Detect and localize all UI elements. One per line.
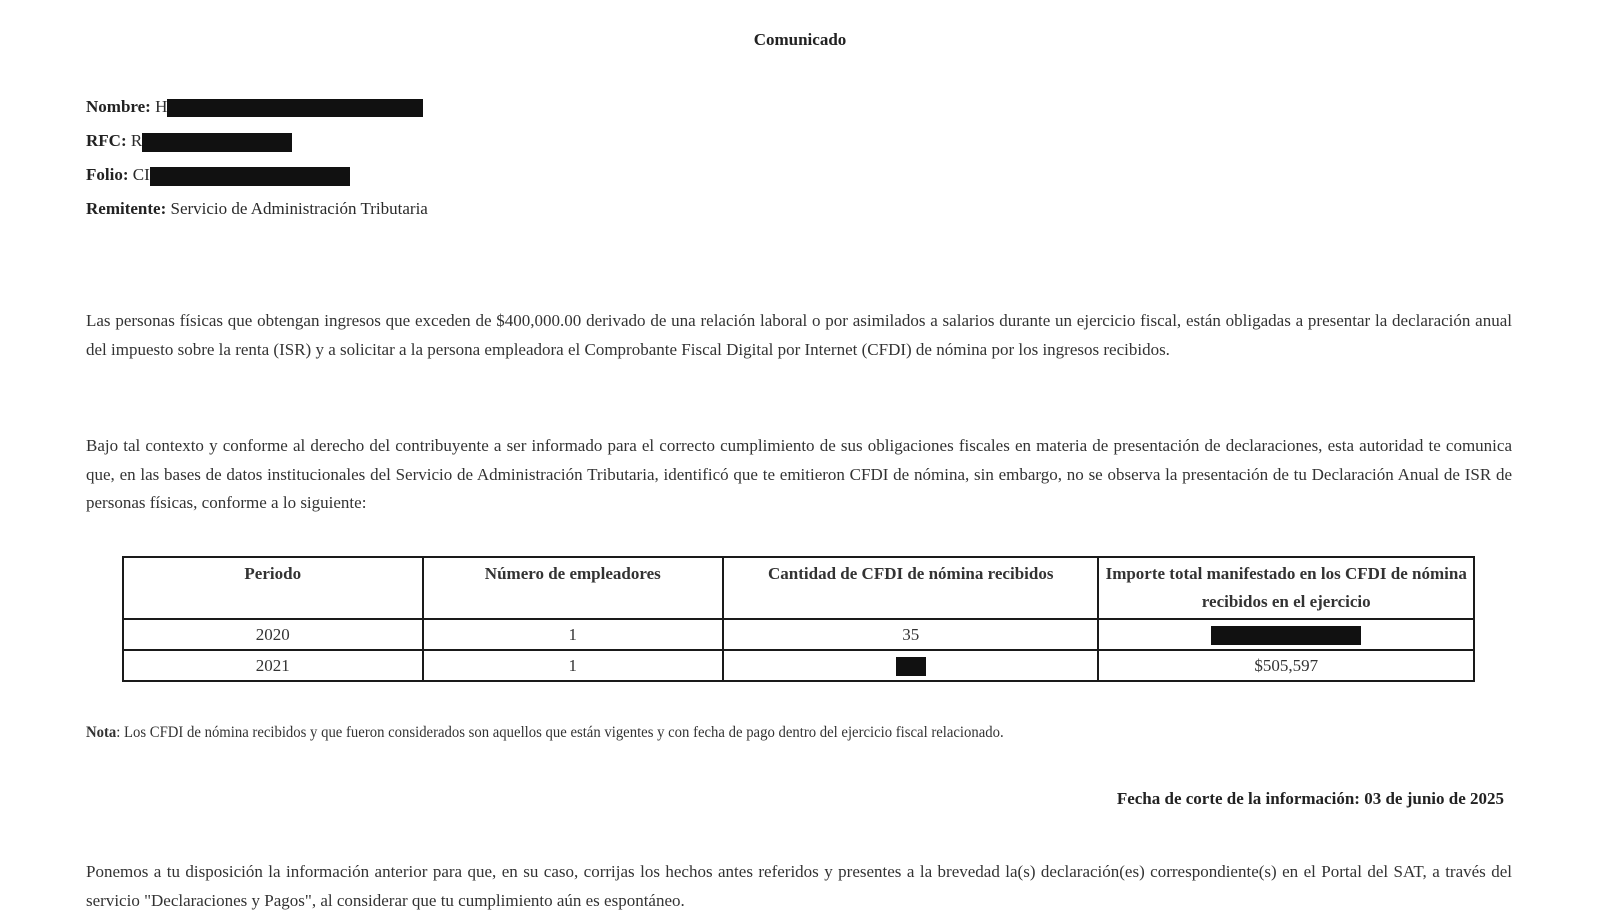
remitente-value: Servicio de Administración Tributaria — [170, 199, 428, 218]
folio-value: CI — [132, 165, 150, 184]
header-cantidad: Cantidad de CFDI de nómina recibidos — [723, 557, 1098, 619]
fecha-corte-value: 03 de junio de 2025 — [1364, 789, 1504, 808]
cell-periodo: 2020 — [123, 619, 423, 650]
header-periodo: Periodo — [123, 557, 423, 619]
fecha-corte-label: Fecha de corte de la información: — [1116, 789, 1360, 808]
table-header-row — [123, 557, 1474, 619]
cell-importe — [1098, 619, 1474, 650]
nombre-label: Nombre: — [86, 97, 151, 116]
rfc-field — [86, 131, 292, 152]
cfdi-table — [122, 556, 1475, 682]
cell-cantidad — [723, 650, 1098, 681]
nota-text: : Los CFDI de nómina recibidos y que fueron considerados son aquellos que están vigentes y con fecha de pago dentro del ejercicio fiscal relacionado. — [116, 724, 1004, 741]
fecha-corte — [1117, 789, 1504, 809]
header-empleadores: Número de empleadores — [423, 557, 724, 619]
folio-field — [86, 165, 350, 186]
header-importe: Importe total manifestado en los CFDI de nómina recibidos en el ejercicio — [1098, 557, 1474, 619]
paragraph-context: Bajo tal contexto y conforme al derecho del contribuyente a ser informado para el correcto cumplimiento de sus obligaciones fiscales en materia de presentación de declaraciones, esta autoridad te comunica que, en las bases de datos institucionales del Servicio de Administración Tributaria, identificó que te emitieron CFDI de nómina, sin embargo, no se observa la presentación de tu Declaración Anual de ISR de personas físicas, conforme a lo siguiente: — [86, 436, 1512, 512]
cell-empleadores: 1 — [423, 650, 724, 681]
document-title: Comunicado — [753, 30, 847, 49]
rfc-redaction — [142, 133, 292, 152]
nota-label: Nota — [86, 724, 117, 741]
table-row — [123, 619, 1474, 650]
cell-cantidad: 35 — [723, 619, 1098, 650]
nombre-value: H — [155, 97, 168, 116]
cell-periodo: 2021 — [123, 650, 423, 681]
rfc-value: R — [130, 131, 143, 150]
nombre-redaction — [167, 99, 423, 117]
cell-importe: $505,597 — [1098, 650, 1474, 681]
rfc-label: RFC: — [86, 131, 127, 150]
paragraph-closing: Ponemos a tu disposición la información anterior para que, en su caso, corrijas los hechos antes referidos y presentes a la brevedad la(s) declaración(es) correspondiente(s) en el Portal del SAT, a través del servicio "Declaraciones y Pagos", al considerar que tu cumplimiento aún es espontáneo. — [86, 862, 1512, 910]
paragraph-intro: Las personas físicas que obtengan ingresos que exceden de $400,000.00 derivado de una relación laboral o por asimilados a salarios durante un ejercicio fiscal, están obligadas a presentar la declaración anual del impuesto sobre la renta (ISR) y a solicitar a la persona empleadora el Comprobante Fiscal Digital por Internet (CFDI) de nómina por los ingresos recibidos. — [86, 311, 1512, 359]
remitente-field — [86, 199, 428, 219]
cell-empleadores: 1 — [423, 619, 724, 650]
table-row — [123, 650, 1474, 681]
folio-label: Folio: — [86, 165, 129, 184]
folio-redaction — [150, 167, 350, 186]
importe-redaction — [1211, 626, 1361, 645]
nota — [86, 724, 1004, 742]
remitente-label: Remitente: — [86, 199, 167, 218]
cantidad-redaction — [896, 657, 926, 676]
nombre-field — [86, 97, 423, 117]
